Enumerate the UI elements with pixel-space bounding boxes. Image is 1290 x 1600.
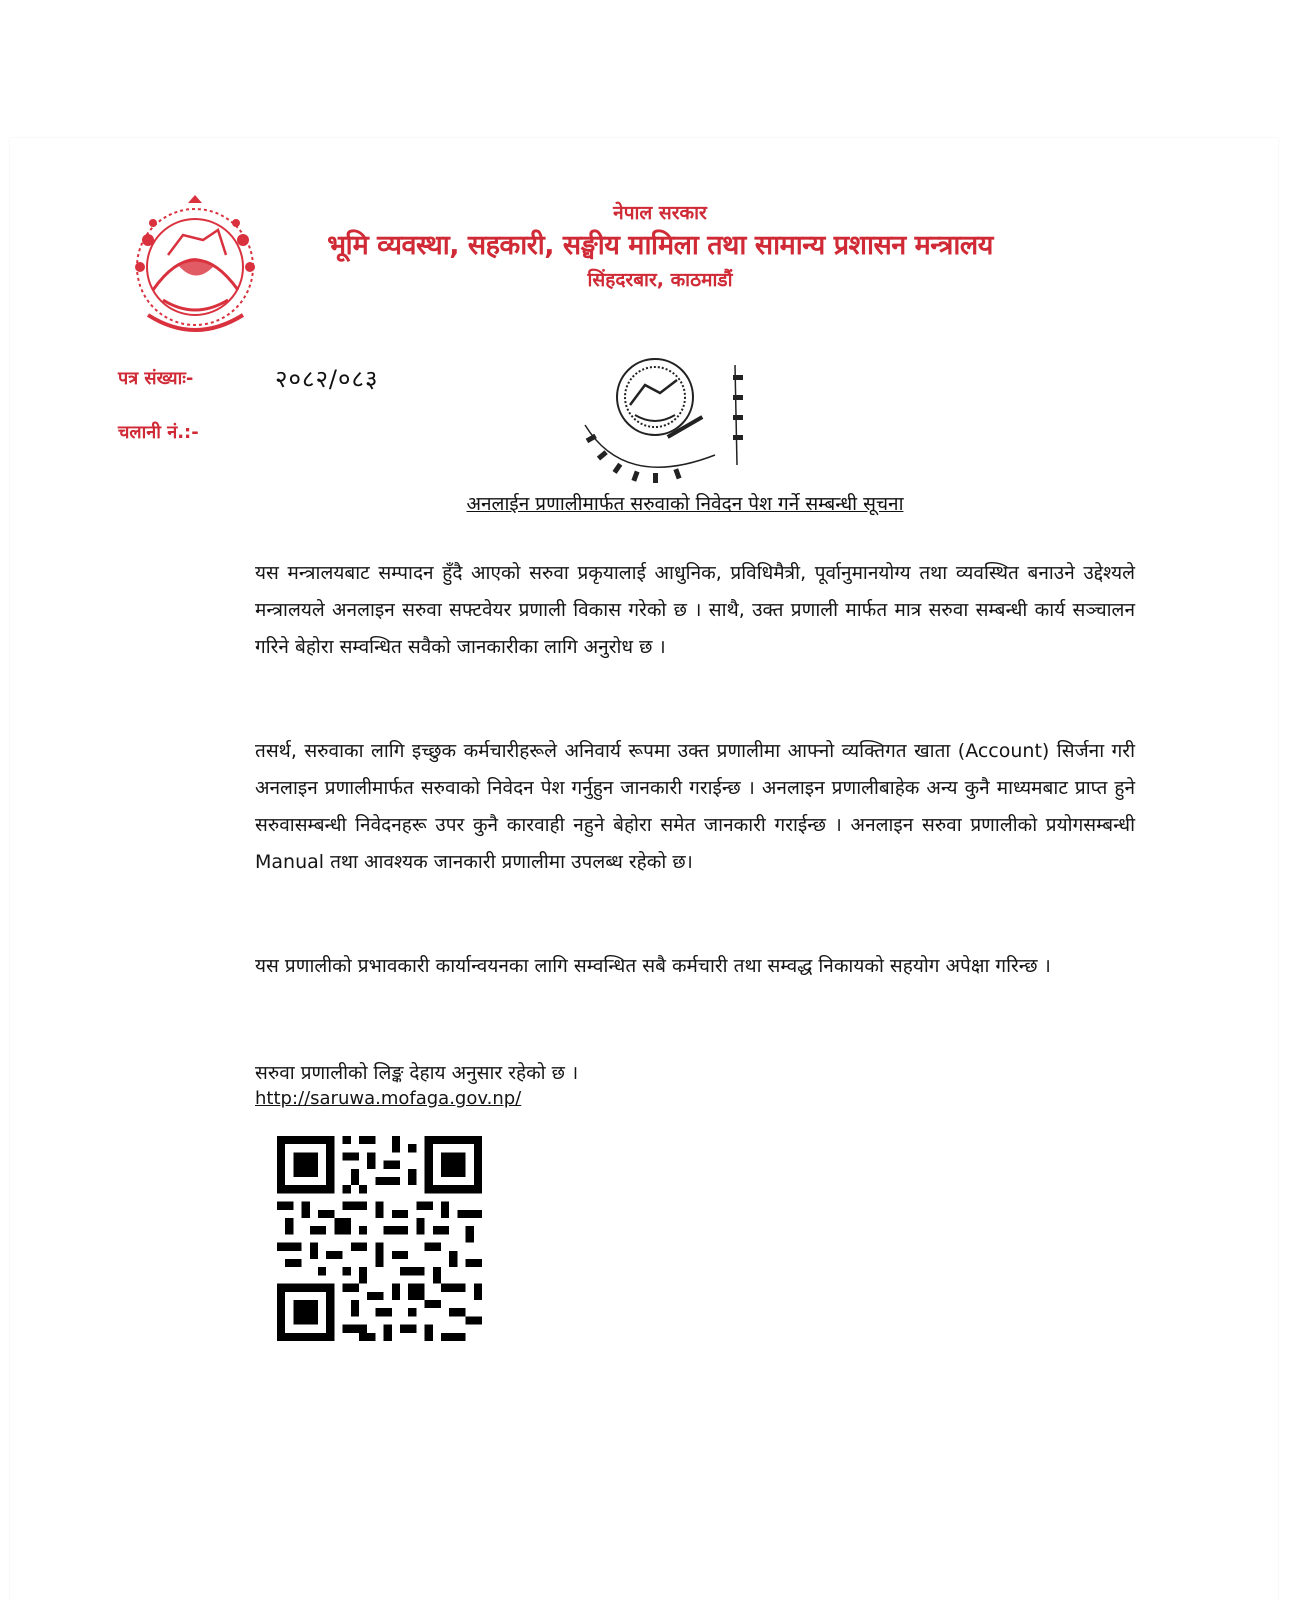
ministry-name: भूमि व्यवस्था, सहकारी, सङ्घीय मामिला तथा सामान्य प्रशासन मन्त्रालय [327, 230, 993, 261]
letter-number-label: पत्र संख्याः- [118, 368, 194, 389]
government-name: नेपाल सरकार [613, 202, 707, 224]
paragraph-2: तसर्थ, सरुवाका लागि इच्छुक कर्मचारीहरूले अनिवार्य रूपमा उक्त प्रणालीमा आफ्नो व्यक्तिगत खाता (Account) सिर्जना गरी अनलाइन प्रणालीमार्फत सरुवाको निवेदन पेश गर्नुहुन जानकारी गराईन्छ । अनलाइन प्रणालीबाहेक अन्य कुनै माध्यमबाट प्राप्त हुने सरुवासम्बन्धी निवेदनहरू उपर कुनै कारवाही नहुने बेहोरा समेत जानकारी गराईन्छ । अनलाइन सरुवा प्रणालीको प्रयोगसम्बन्धी Manual तथा आवश्यक जानकारी प्रणालीमा उपलब्ध रहेको छ। [255, 740, 1135, 873]
qr-code-icon [277, 1136, 482, 1341]
notice-subject: अनलाईन प्रणालीमार्फत सरुवाको निवेदन पेश गर्ने सम्बन्धी सूचना [466, 493, 904, 515]
letterhead [285, 200, 1035, 294]
dispatch-number-label: चलानी नं.:- [118, 422, 199, 443]
saruwa-system-link[interactable]: http://saruwa.mofaga.gov.np/ [255, 1088, 522, 1109]
ministry-seal-icon [565, 355, 765, 495]
office-location: सिंहदरबार, काठमाडौं [587, 269, 733, 291]
paragraph-3: यस प्रणालीको प्रभावकारी कार्यान्वयनका लागि सम्वन्धित सबै कर्मचारी तथा सम्वद्ध निकायको सहयोग अपेक्षा गरिन्छ । [255, 955, 1051, 977]
nepal-emblem-icon [118, 195, 273, 345]
paragraph-1: यस मन्त्रालयबाट सम्पादन हुँदै आएको सरुवा प्रकृयालाई आधुनिक, प्रविधिमैत्री, पूर्वानुमानयोग्य तथा व्यवस्थित बनाउने उद्देश्यले मन्त्रालयले अनलाइन सरुवा सफ्टवेयर प्रणाली विकास गरेको छ । साथै, उक्त प्रणाली मार्फत मात्र सरुवा सम्बन्धी कार्य सञ्चालन गरिने बेहोरा सम्वन्धित सवैको जानकारीका लागि अनुरोध छ । [255, 562, 1135, 658]
letter-number-value: २०८२/०८३ [275, 365, 379, 393]
paragraph-4: सरुवा प्रणालीको लिङ्क देहाय अनुसार रहेको छ । [255, 1062, 579, 1084]
